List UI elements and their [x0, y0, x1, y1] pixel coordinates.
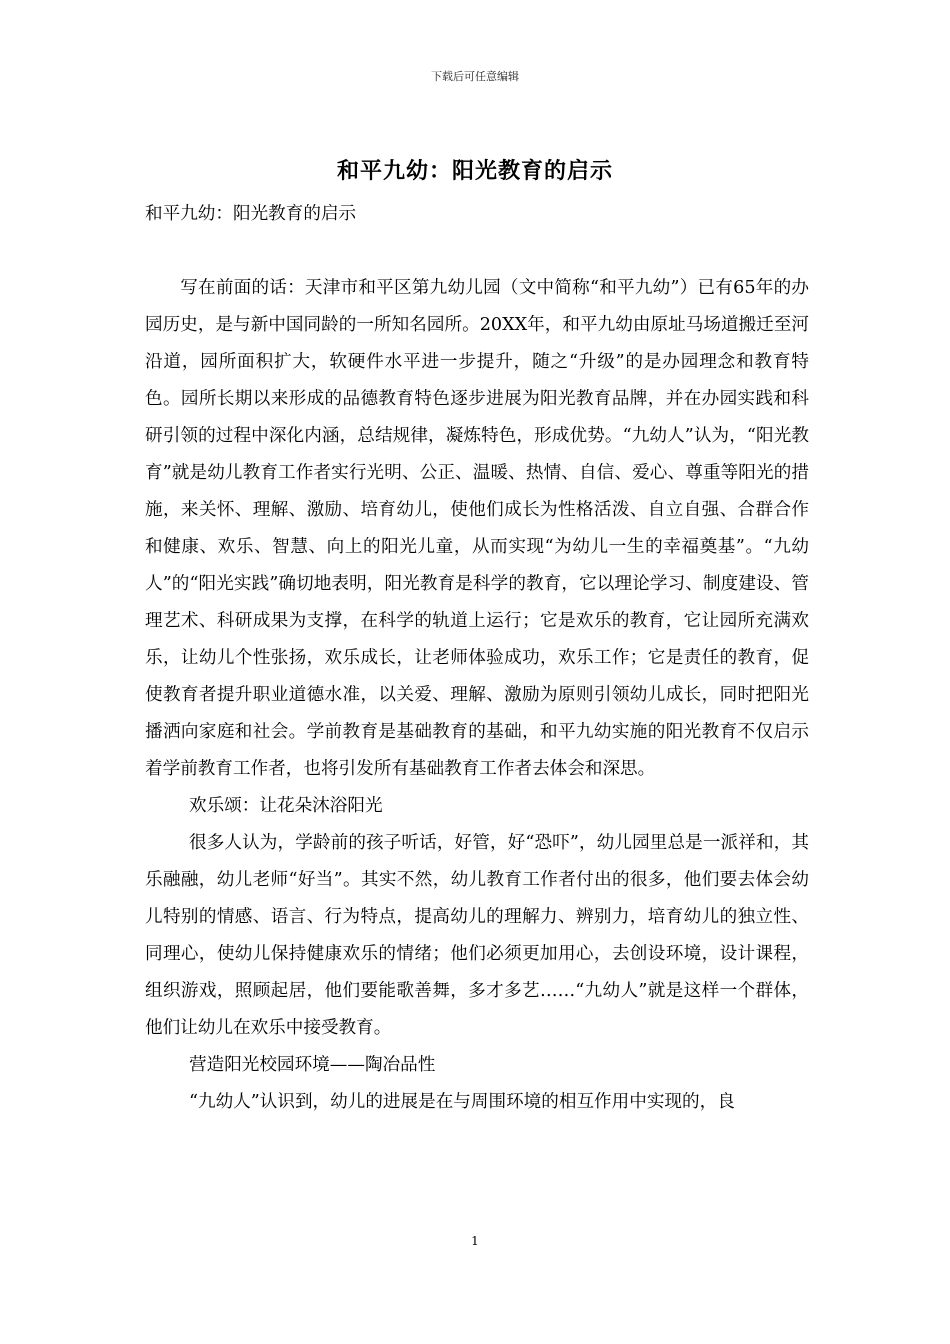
paragraph-spacer — [145, 233, 809, 270]
environment-paragraph: “九幼人”认识到，幼儿的进展是在与周围环境的相互作用中实现的，良 — [189, 1092, 735, 1112]
document-body — [145, 196, 809, 1121]
page-number: 1 — [471, 1234, 479, 1248]
document-title: 和平九幼：阳光教育的启示 — [336, 158, 613, 184]
intro-paragraph: 写在前面的话：天津市和平区第九幼儿园（文中简称“和平九幼”）已有65年的办园历史，是与新中国同龄的一所知名园所。20XX年，和平九幼由原址马场道搬迁至河沿道，园所面积扩大，软硬件水平进一步提升，随之“升级”的是办园理念和教育特色。园所长期以来形成的品德教育特色逐步进展为阳光教育品牌，并在办园实践和科研引领的过程中深化内涵，总结规律，凝炼特色，形成优势。“九幼人”认为，“阳光教育”就是幼儿教育工作者实行光明、公正、温暖、热情、自信、爱心、尊重等阳光的措施，来关怀、理解、激励、培育幼儿，使他们成长为性格活泼、自立自强、合群合作和健康、欢乐、智慧、向上的阳光儿童，从而实现“为幼儿一生的幸福奠基”。“九幼人”的“阳光实践”确切地表明，阳光教育是科学的教育，它以理论学习、制度建设、管理艺术、科研成果为支撑，在科学的轨道上运行；它是欢乐的教育，它让园所充满欢乐，让幼儿个性张扬，欢乐成长，让老师体验成功，欢乐工作；它是责任的教育，促使教育者提升职业道德水准，以关爱、理解、激励为原则引领幼儿成长，同时把阳光播洒向家庭和社会。学前教育是基础教育的基础，和平九幼实施的阳光教育不仅启示着学前教育工作者，也将引发所有基础教育工作者去体会和深思。 — [145, 278, 809, 779]
document-subtitle: 和平九幼：阳光教育的启示 — [145, 204, 357, 224]
header-note: 下载后可任意编辑 — [431, 70, 519, 83]
joy-paragraph: 很多人认为，学龄前的孩子听话，好管，好“恐吓”，幼儿园里总是一派祥和，其乐融融，幼儿老师“好当”。其实不然，幼儿教育工作者付出的很多，他们要去体会幼儿特别的情感、语言、行为特点，提高幼儿的理解力、辨别力，培育幼儿的独立性、同理心，使幼儿保持健康欢乐的情绪；他们必须更加用心，去创设环境，设计课程，组织游戏，照顾起居，他们要能歌善舞，多才多艺……“九幼人”就是这样一个群体，他们让幼儿在欢乐中接受教育。 — [145, 833, 809, 1038]
section-heading-joy: 欢乐颂：让花朵沐浴阳光 — [189, 796, 383, 816]
section-heading-environment: 营造阳光校园环境——陶冶品性 — [189, 1055, 436, 1075]
